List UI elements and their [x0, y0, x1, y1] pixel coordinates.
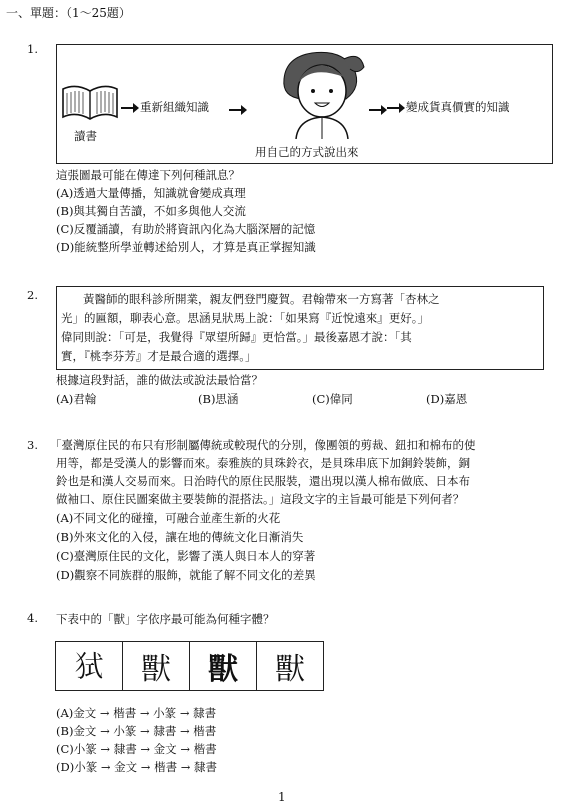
- question-number-4: 4.: [27, 611, 38, 625]
- q2-option-c: (C)偉同: [312, 392, 353, 406]
- q2-option-d: (D)嘉恩: [426, 392, 468, 406]
- step1-text: 重新組織知識: [121, 99, 209, 115]
- char-cell-1: 𤞔: [56, 642, 123, 691]
- arrow-right-icon: [369, 102, 388, 116]
- person-label: 用自己的方式說出來: [255, 145, 359, 159]
- q3-passage-line: 用等，都是受漢人的影響而來。泰雅族的貝珠鈴衣，是貝珠串底下加銅鈴裝飾，銅: [56, 456, 470, 470]
- q3-passage-line: 鈴也是和漢人交易而來。日治時代的原住民服裝，還出現以漢人棉布做底、日本布: [56, 474, 470, 488]
- q2-passage-line: 光」的匾額，聊表心意。思涵見狀馬上說：「如果寫『近悅遠來』更好。」: [61, 311, 429, 325]
- q1-option-a: (A)透過大量傳播，知識就會變成真理: [56, 186, 246, 200]
- q4-option-a: (A)金文 → 楷書 → 小篆 → 隸書: [56, 706, 217, 720]
- q3-passage-line: 做袖口、原住民圖案做主要裝飾的混搭法。」這段文字的主旨最可能是下列何者？: [56, 492, 465, 506]
- q1-option-d: (D)能統整所學並轉述給別人，才算是真正掌握知識: [56, 240, 316, 254]
- q2-option-b: (B)思涵: [198, 392, 239, 406]
- q1-diagram-box: [56, 44, 553, 164]
- q4-option-b: (B)金文 → 小篆 → 隸書 → 楷書: [56, 724, 217, 738]
- person-icon: [272, 47, 372, 139]
- q4-option-d: (D)小篆 → 金文 → 楷書 → 隸書: [56, 760, 218, 774]
- char-cell-4: 獸: [257, 642, 324, 691]
- q2-passage-box: [56, 286, 544, 370]
- arrow-right-icon: [387, 107, 403, 109]
- section-header: 一、單題：（1～25題）: [6, 6, 131, 20]
- char-cell-2: 獸: [123, 642, 190, 691]
- book-label: 讀書: [74, 129, 97, 143]
- question-number-3: 3.: [27, 438, 38, 452]
- q2-passage-line: 偉同則說：「可是，我覺得『眾望所歸』更恰當。」最後嘉恩才說：「其: [61, 330, 412, 344]
- q2-passage-line: 實，『桃李芬芳』才是最合適的選擇。」: [61, 349, 257, 363]
- q3-option-d: (D)觀察不同族群的服飾，就能了解不同文化的差異: [56, 568, 316, 582]
- q3-passage-line: 「臺灣原住民的布只有形制屬傳統或較現代的分別，像團領的剪裁、鈕扣和棉布的使: [50, 438, 476, 452]
- page-number: 1: [278, 790, 286, 804]
- q2-passage-line: 黃醫師的眼科診所開業，親友們登門慶賀。君翰帶來一方寫著「杏林之: [83, 292, 440, 306]
- q2-stem: 根據這段對話，誰的做法或說法最恰當？: [56, 373, 263, 387]
- q1-option-c: (C)反覆誦讀，有助於將資訊內化為大腦深層的記憶: [56, 222, 316, 236]
- q3-option-b: (B)外來文化的入侵，讓在地的傳統文化日漸消失: [56, 530, 304, 544]
- arrow-right-icon: [121, 107, 137, 109]
- char-cell-3: 獸: [190, 642, 257, 691]
- step2-text: 變成貨真價實的知識: [387, 99, 510, 115]
- arrow-right-icon: [229, 102, 248, 116]
- q3-option-c: (C)臺灣原住民的文化，影響了漢人與日本人的穿著: [56, 549, 316, 563]
- q1-option-b: (B)與其獨自苦讀，不如多與他人交流: [56, 204, 246, 218]
- q4-option-c: (C)小篆 → 隸書 → 金文 → 楷書: [56, 742, 217, 756]
- q1-stem: 這張圖最可能在傳達下列何種訊息？: [56, 168, 240, 182]
- book-icon: [61, 83, 119, 123]
- q2-option-a: (A)君翰: [56, 392, 97, 406]
- question-number-2: 2.: [27, 288, 38, 302]
- q4-character-table: [55, 641, 324, 691]
- q3-option-a: (A)不同文化的碰撞，可融合並產生新的火花: [56, 511, 281, 525]
- q4-stem: 下表中的「獸」字依序最可能為何種字體？: [56, 612, 275, 626]
- question-number-1: 1.: [27, 42, 38, 56]
